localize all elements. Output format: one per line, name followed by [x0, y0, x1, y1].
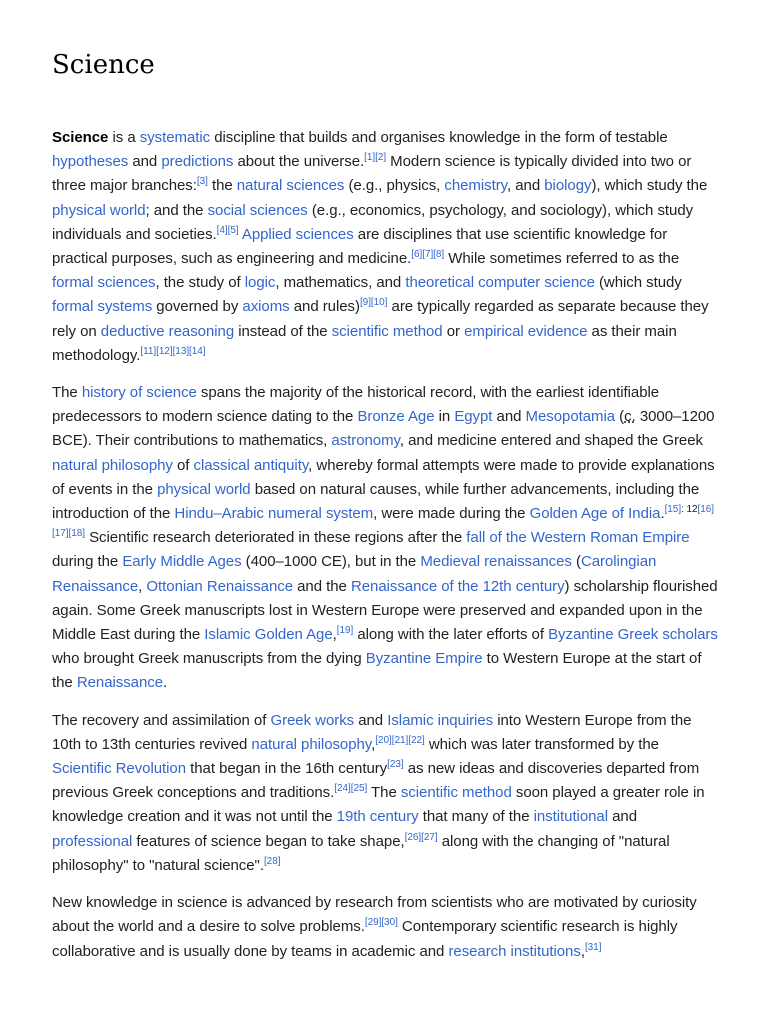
inline-link[interactable]: empirical evidence — [464, 322, 588, 340]
text-run: soon played a greater role in knowledge creation and it was not until the — [52, 784, 705, 826]
citation-link[interactable]: [15] — [664, 504, 682, 516]
inline-link[interactable]: hypotheses — [52, 153, 129, 171]
inline-link[interactable]: Egypt — [454, 408, 493, 426]
page-reference: : 12 — [681, 504, 698, 516]
text-run: based on natural causes, while further advancements, including the introduction of the — [52, 480, 700, 523]
text-run: as new ideas and discoveries departed from previous Greek conceptions and traditions. — [52, 760, 700, 802]
text-run: The — [367, 784, 401, 802]
text-run: governed by — [152, 298, 243, 316]
text-run: . — [660, 505, 665, 523]
inline-link[interactable]: scientific method — [400, 784, 512, 802]
text-run: (400–1000 CE), but in the — [241, 553, 421, 571]
inline-link[interactable]: Greek works — [270, 711, 355, 729]
article-body — [52, 126, 720, 977]
text-run: (e.g., physics, — [344, 177, 445, 195]
inline-link[interactable]: Bronze Age — [357, 408, 435, 426]
text-run: Contemporary scientific research is highly collaborative and is usually done by teams in academic and — [52, 918, 678, 960]
citation-link[interactable]: [11][12][13][14] — [140, 345, 206, 357]
text-run: (e.g., economics, psychology, and sociology), which study individuals and societies. — [52, 201, 694, 243]
text-run: and — [608, 808, 638, 826]
text-run: Scientific research deteriorated in these regions after the — [84, 529, 467, 547]
text-run: as their main methodology. — [52, 322, 677, 364]
text-run: New knowledge in science is advanced by research from scientists who are motivated by curiosity about the world and a desire to solve problems. — [52, 894, 697, 936]
citation-link[interactable]: [26][27] — [404, 831, 438, 843]
text-run: features of science began to take shape, — [132, 832, 405, 850]
text-run: , whereby formal attempts were made to provide explanations of events in the — [52, 456, 715, 498]
text-run: , and — [507, 177, 545, 195]
inline-link[interactable]: chemistry — [444, 177, 508, 195]
text-run: 3000–1200 BCE). Their contributions to mathematics, — [52, 408, 715, 450]
text-run: or — [442, 322, 465, 340]
text-run: . — [163, 674, 168, 692]
citation-link[interactable]: [4][5] — [216, 224, 239, 236]
text-run: , — [580, 942, 585, 960]
text-run: ), which study the — [591, 177, 708, 195]
inline-link[interactable]: Byzantine Greek scholars — [548, 626, 718, 644]
inline-link[interactable]: Medieval renaissances — [420, 553, 572, 571]
inline-link[interactable]: classical antiquity — [193, 456, 309, 474]
text-run: the — [207, 177, 237, 195]
bold-term: Science — [52, 129, 109, 146]
citation-link[interactable]: [3] — [196, 176, 208, 188]
citation-link[interactable]: [9][10] — [359, 297, 388, 309]
inline-link[interactable]: theoretical computer science — [405, 274, 595, 292]
text-run: which was later transformed by the — [424, 735, 659, 753]
inline-link[interactable]: astronomy — [331, 432, 400, 450]
inline-link[interactable]: Mesopotamia — [525, 408, 616, 426]
citation-link[interactable]: [6][7][8] — [411, 249, 445, 261]
text-run: The recovery and assimilation of — [52, 711, 271, 729]
text-run: and — [128, 153, 162, 171]
text-run: instead of the — [234, 322, 332, 340]
text-run: along with the later efforts of — [353, 626, 549, 644]
text-run: to Western Europe at the start of the — [52, 650, 702, 692]
inline-link[interactable]: deductive reasoning — [100, 322, 235, 340]
text-run: , — [332, 626, 337, 644]
paragraph-2 — [52, 381, 720, 696]
citation-link[interactable]: [24][25] — [334, 783, 368, 795]
text-run: and — [492, 408, 526, 426]
text-run: during the — [52, 553, 123, 571]
text-run: is a — [108, 129, 140, 146]
text-run: are typically regarded as separate because they rely on — [52, 298, 709, 340]
text-run: , were made during the — [373, 505, 530, 523]
text-run: (which study — [594, 274, 682, 292]
text-run: ( — [571, 553, 581, 571]
text-run: ( — [615, 408, 625, 426]
inline-link[interactable]: Carolingian Renaissance — [52, 553, 657, 595]
abbreviation: c. — [624, 408, 636, 426]
text-run: who brought Greek manuscripts from the dying — [52, 650, 366, 668]
inline-link[interactable]: Hindu–Arabic numeral system — [174, 505, 374, 523]
inline-link[interactable]: social sciences — [207, 201, 308, 219]
text-run: in — [434, 408, 455, 426]
inline-link[interactable]: Islamic Golden Age — [204, 626, 333, 644]
inline-link[interactable]: biology — [544, 177, 592, 195]
paragraph-3 — [52, 709, 720, 878]
text-run: , the study of — [155, 274, 245, 292]
text-run: , — [371, 735, 376, 753]
page-title: Science — [52, 50, 155, 80]
citation-link[interactable]: [1][2] — [364, 152, 387, 164]
text-run: Modern science is typically divided into two or three major branches: — [52, 153, 692, 195]
text-run: , and medicine entered and shaped the Greek — [399, 432, 703, 450]
text-run: that many of the — [418, 808, 534, 826]
text-run: and — [354, 711, 388, 729]
inline-link[interactable]: Islamic inquiries — [387, 711, 494, 729]
text-run: into Western Europe from the 10th to 13th centuries revived — [52, 711, 692, 753]
citation-link[interactable]: [29][30] — [364, 917, 398, 929]
inline-link[interactable]: Applied sciences — [241, 225, 354, 243]
citation-link[interactable]: [20][21][22] — [375, 734, 425, 746]
citation-link[interactable]: [19] — [336, 625, 354, 637]
text-run: and rules) — [289, 298, 360, 316]
citation-link[interactable]: [31] — [584, 941, 602, 953]
text-run: spans the majority of the historical record, with the earliest identifiable predecessors to modern science dating to the — [52, 384, 660, 426]
inline-link[interactable]: natural philosophy — [52, 456, 173, 474]
text-run: about the universe. — [233, 153, 365, 171]
inline-link[interactable]: natural philosophy — [251, 735, 372, 753]
inline-link[interactable]: logic — [244, 274, 276, 292]
inline-link[interactable]: Golden Age of India — [529, 505, 661, 523]
inline-link[interactable]: Byzantine Empire — [365, 650, 483, 668]
inline-link[interactable]: Scientific Revolution — [52, 760, 187, 778]
text-run: , — [138, 577, 147, 595]
inline-link[interactable]: natural sciences — [236, 177, 345, 195]
citation-link[interactable]: [23] — [387, 759, 404, 771]
text-run: While sometimes referred to as the — [444, 250, 680, 268]
text-run: and the — [293, 577, 351, 595]
inline-link[interactable]: physical world — [157, 480, 251, 498]
inline-link[interactable]: predictions — [161, 153, 234, 171]
text-run: along with the changing of "natural philosophy" to "natural science". — [52, 832, 670, 874]
text-run: , mathematics, and — [275, 274, 406, 292]
inline-link[interactable]: Ottonian Renaissance — [146, 577, 294, 595]
text-run: of — [172, 456, 194, 474]
paragraph-1 — [52, 126, 720, 368]
text-run: The — [52, 384, 82, 402]
inline-link[interactable]: physical world — [52, 201, 146, 219]
text-run: discipline that builds and organises knowledge in the form of testable — [210, 129, 668, 146]
inline-link[interactable]: scientific method — [331, 322, 443, 340]
inline-link[interactable]: formal sciences — [52, 274, 156, 292]
inline-link[interactable]: fall of the Western Roman Empire — [466, 529, 690, 547]
citation-link[interactable]: [28] — [263, 855, 281, 867]
inline-link[interactable]: formal systems — [52, 298, 153, 316]
inline-link[interactable]: systematic — [139, 129, 211, 146]
inline-link[interactable]: 19th century — [336, 808, 419, 826]
inline-link[interactable]: institutional — [533, 808, 609, 826]
inline-link[interactable]: axioms — [242, 298, 290, 316]
text-run: ; and the — [145, 201, 208, 219]
text-run: that began in the 16th century — [186, 760, 388, 778]
inline-link[interactable]: Early Middle Ages — [122, 553, 242, 571]
paragraph-4 — [52, 891, 720, 964]
inline-link[interactable]: Renaissance — [76, 674, 163, 692]
inline-link[interactable]: Renaissance of the 12th century — [350, 577, 565, 595]
text-run: are disciplines that use scientific knowledge for practical purposes, such as engineering and medicine. — [52, 225, 668, 268]
inline-link[interactable]: professional — [52, 832, 133, 850]
inline-link[interactable]: history of science — [81, 384, 197, 402]
inline-link[interactable]: research institutions — [448, 942, 581, 960]
text-run: ) scholarship flourished again. Some Greek manuscripts lost in Western Europe were preserved and expanded upon in the Middle East during the — [52, 577, 718, 644]
citation-link[interactable]: [16][17][18] — [52, 504, 715, 540]
